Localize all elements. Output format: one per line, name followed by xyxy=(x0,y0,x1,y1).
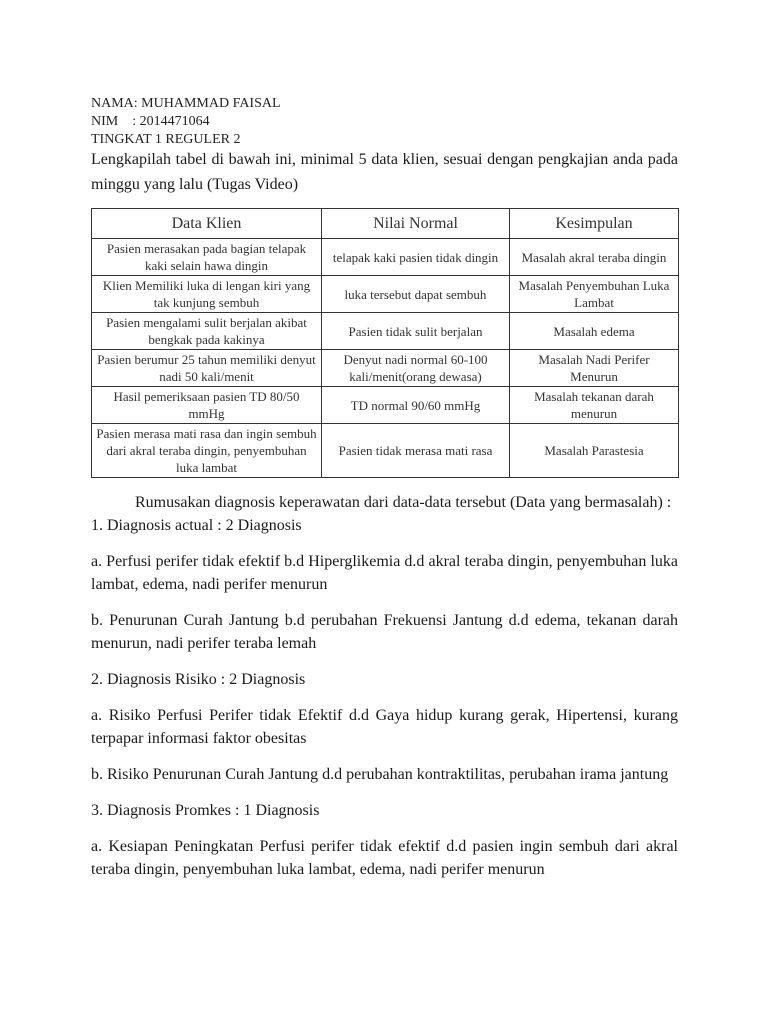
table-cell: telapak kaki pasien tidak dingin xyxy=(322,239,510,276)
student-nim: NIM : 2014471064 xyxy=(91,114,210,129)
client-data-table xyxy=(91,208,679,478)
table-row xyxy=(92,239,679,276)
table-cell: Masalah akral teraba dingin xyxy=(510,239,679,276)
student-level: TINGKAT 1 REGULER 2 xyxy=(91,132,241,147)
student-header xyxy=(91,95,281,149)
table-cell: Pasien berumur 25 tahun memiliki denyut nadi 50 kali/menit xyxy=(92,350,322,387)
student-name: NAMA: MUHAMMAD FAISAL xyxy=(91,96,281,111)
diagnosis-item: a. Perfusi perifer tidak efektif b.d Hiperglikemia d.d akral teraba dingin, penyembuhan luka lambat, edema, nadi perifer menurun xyxy=(91,553,678,593)
diagnosis-section xyxy=(91,491,678,881)
table-row xyxy=(92,350,679,387)
table-row xyxy=(92,313,679,350)
diagnosis-item: a. Risiko Perfusi Perifer tidak Efektif d.d Gaya hidup kurang gerak, Hipertensi, kurang terpapar informasi faktor obesitas xyxy=(91,707,678,747)
table-cell: Pasien merasakan pada bagian telapak kaki selain hawa dingin xyxy=(92,239,322,276)
column-header: Nilai Normal xyxy=(322,209,510,239)
table-header-row xyxy=(92,209,679,239)
table-row xyxy=(92,276,679,313)
table-cell: Masalah Penyembuhan Luka Lambat xyxy=(510,276,679,313)
table-cell: Pasien merasa mati rasa dan ingin sembuh dari akral teraba dingin, penyembuhan luka lambat xyxy=(92,424,322,478)
table-row xyxy=(92,424,679,478)
table-cell: Pasien mengalami sulit berjalan akibat bengkak pada kakinya xyxy=(92,313,322,350)
section-heading: 2. Diagnosis Risiko : 2 Diagnosis xyxy=(91,671,306,688)
diagnosis-intro: Rumusakan diagnosis keperawatan dari data-data tersebut (Data yang bermasalah) : xyxy=(135,494,672,511)
table-cell: Klien Memiliki luka di lengan kiri yang tak kunjung sembuh xyxy=(92,276,322,313)
column-header: Data Klien xyxy=(92,209,322,239)
table-cell: Pasien tidak merasa mati rasa xyxy=(322,424,510,478)
table-cell: Masalah Parastesia xyxy=(510,424,679,478)
column-header: Kesimpulan xyxy=(510,209,679,239)
table-cell: luka tersebut dapat sembuh xyxy=(322,276,510,313)
table-cell: Denyut nadi normal 60-100 kali/menit(orang dewasa) xyxy=(322,350,510,387)
table-cell: Hasil pemeriksaan pasien TD 80/50 mmHg xyxy=(92,387,322,424)
table-cell: Masalah Nadi Perifer Menurun xyxy=(510,350,679,387)
table-cell: Masalah tekanan darah menurun xyxy=(510,387,679,424)
table-cell: Masalah edema xyxy=(510,313,679,350)
diagnosis-item: a. Kesiapan Peningkatan Perfusi perifer tidak efektif d.d pasien ingin sembuh dari akral teraba dingin, penyembuhan luka lambat, edema, nadi perifer menurun xyxy=(91,838,678,878)
table-cell: Pasien tidak sulit berjalan xyxy=(322,313,510,350)
diagnosis-item: b. Penurunan Curah Jantung b.d perubahan Frekuensi Jantung d.d edema, tekanan darah menurun, nadi perifer teraba lemah xyxy=(91,612,678,652)
table-cell: TD normal 90/60 mmHg xyxy=(322,387,510,424)
section-heading: 1. Diagnosis actual : 2 Diagnosis xyxy=(91,517,302,534)
instruction-text: Lengkapilah tabel di bawah ini, minimal 5 data klien, sesuai dengan pengkajian anda pada minggu yang lalu (Tugas Video) xyxy=(91,151,678,193)
section-heading: 3. Diagnosis Promkes : 1 Diagnosis xyxy=(91,802,320,819)
table-row xyxy=(92,387,679,424)
diagnosis-item: b. Risiko Penurunan Curah Jantung d.d perubahan kontraktilitas, perubahan irama jantung xyxy=(91,766,669,783)
